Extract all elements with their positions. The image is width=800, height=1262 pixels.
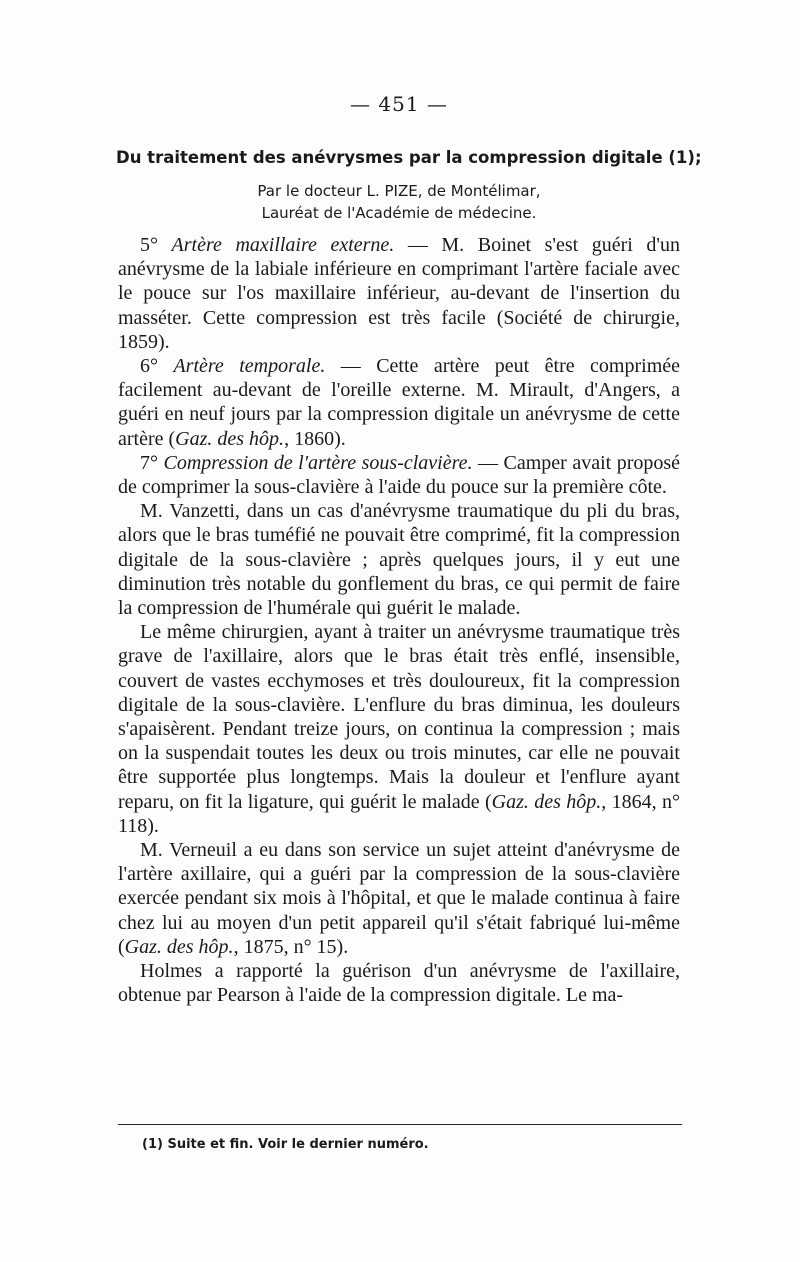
paragraph-meme-chirurgien: Le même chirurgien, ayant à traiter un anévrysme traumatique très grave de l'axillaire, alors que le bras était très enflé, insensible, couvert de vastes ecchymoses et très douloureux, fit la compression digitale de la sous-clavière. L'enflure du bras diminua, les douleurs s'apaisèrent. Pendant treize jours, on continua la compression ; mais on la suspendait toutes les deux ou trois minutes, car elle ne pouvait être supportée plus longtemps. Mais la douleur et l'enflure ayant reparu, on fit la ligature, qui guérit le malade (Gaz. des hôp., 1864, n° 118). xyxy=(118,621,680,837)
journal-ref: Gaz. des hôp. xyxy=(175,427,285,450)
article-body xyxy=(118,233,680,1008)
paragraph-sous-claviere: 7° Compression de l'artère sous-clavière. — Camper avait proposé de comprimer la sous-clavière à l'aide du pouce sur la première côte. xyxy=(118,451,681,499)
paragraph-verneuil: M. Verneuil a eu dans son service un sujet atteint d'anévrysme de l'artère axillaire, qui a guéri par la compression de la sous-clavière exercée pendant six mois à l'hôpital, et que le malade continua à faire chez lui au moyen d'un petit appareil qu'il s'était fabriqué lui-même (Gaz. des hôp., 1875, n° 15). xyxy=(118,839,680,958)
paragraph-vanzetti: M. Vanzetti, dans un cas d'anévrysme traumatique du pli du bras, alors que le bras tuméfié ne pouvait être comprimé, fit la compression digitale de la sous-clavière ; après quelques jours, il y eut une diminution très notable du gonflement du bras, ce qui permit de faire la compression de l'humérale qui guérit le malade. xyxy=(118,500,680,620)
byline xyxy=(118,180,680,224)
footnote: (1) Suite et fin. Voir le dernier numéro. xyxy=(142,1137,429,1152)
page-number: — 451 — xyxy=(350,92,448,116)
paragraph-holmes: Holmes a rapporté la guérison d'un anévrysme de l'axillaire, obtenue par Pearson à l'aide de la compression digitale. Le ma- xyxy=(118,960,680,1007)
paragraph-temporale: 6° Artère temporale. — Cette artère peut être comprimée facilement au-devant de l'oreille externe. M. Mirault, d'Angers, a guéri en neuf jours par la compression digitale un anévrysme de cette artère (Gaz. des hôp., 1860). xyxy=(118,355,680,450)
journal-ref: Gaz. des hôp. xyxy=(491,790,602,813)
article-title: Du traitement des anévrysmes par la compression digitale (1); xyxy=(116,148,702,167)
footnote-divider xyxy=(118,1124,682,1125)
paragraph-maxillaire: 5° Artère maxillaire externe. — M. Boinet s'est guéri d'un anévrysme de la labiale inférieure en comprimant l'artère faciale avec le pouce sur l'os maxillaire inférieur, au-devant de l'insertion du masséter. Cette compression est très facile (Société de chirurgie, 1859). xyxy=(118,234,680,353)
byline-author: Par le docteur L. PIZE, de Montélimar, xyxy=(257,182,541,200)
section-heading: Artère maxillaire externe. xyxy=(171,234,395,256)
section-heading: Compression de l'artère sous-clavière. xyxy=(163,451,473,474)
byline-affiliation: Lauréat de l'Académie de médecine. xyxy=(261,204,537,222)
journal-ref: Gaz. des hôp. xyxy=(124,935,234,958)
section-heading: Artère temporale. xyxy=(173,355,326,378)
